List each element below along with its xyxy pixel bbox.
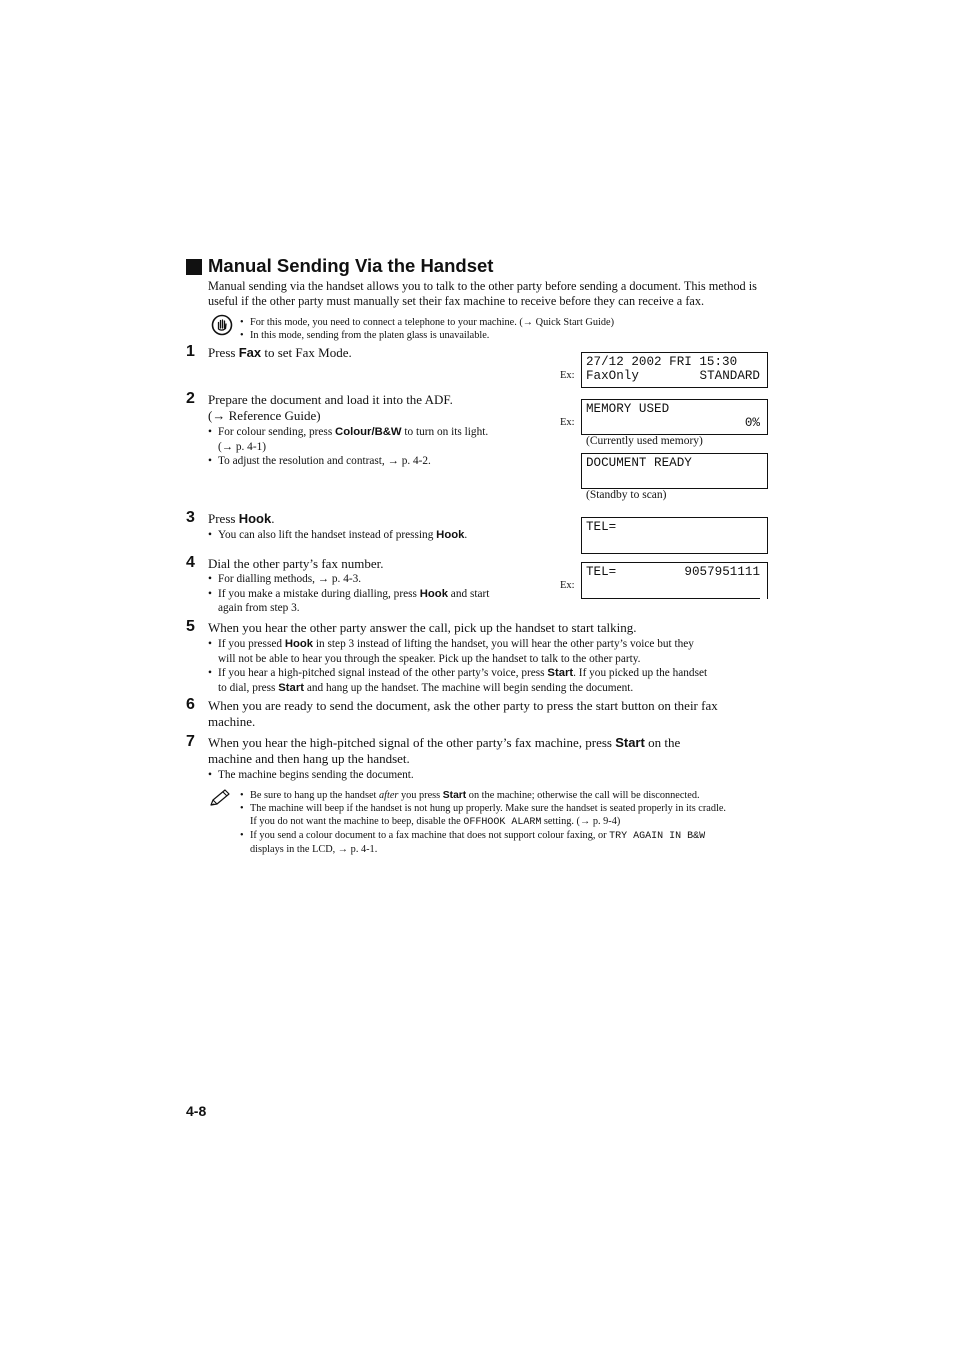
example-label: Ex: bbox=[560, 417, 575, 428]
lcd-display: DOCUMENT READY bbox=[581, 453, 768, 489]
list-item: • For dialling methods, → p. 4-3. bbox=[208, 573, 362, 585]
note-list bbox=[240, 316, 770, 342]
lcd-display: TEL= 9057951111 bbox=[581, 562, 768, 599]
key-start: Start bbox=[615, 735, 645, 750]
intro-paragraph: Manual sending via the handset allows you to talk to the other party before sending a document. This method is useful if the other party must manually set their fax machine to receive before they can receive a fax. bbox=[208, 279, 757, 308]
step-text: Prepare the document and load it into the ADF. (→ Reference Guide) bbox=[208, 392, 453, 423]
lcd-caption: (Standby to scan) bbox=[586, 489, 667, 501]
section-title: Manual Sending Via the Handset bbox=[208, 255, 494, 276]
section-marker bbox=[186, 259, 202, 275]
step-number: 1 bbox=[186, 343, 195, 360]
bullet-list bbox=[208, 768, 608, 783]
lcd-display: MEMORY USED 0% bbox=[581, 399, 768, 435]
note-item: • Be sure to hang up the handset after you press Start on the machine; otherwise the call will be disconnected. bbox=[240, 790, 700, 801]
key-hook: Hook bbox=[284, 638, 314, 650]
step-number: 3 bbox=[186, 509, 195, 526]
lcd-display: TEL= bbox=[581, 517, 768, 554]
list-item: • If you hear a high-pitched signal instead of the other party’s voice, press Start. If you picked up the handset bbox=[208, 667, 708, 679]
example-label: Ex: bbox=[560, 370, 575, 381]
key-hook: Hook bbox=[419, 587, 448, 600]
note-item: • In this mode, sending from the platen glass is unavailable. bbox=[240, 330, 490, 341]
step-number: 6 bbox=[186, 696, 195, 713]
step-text: When you hear the high-pitched signal of the other party’s fax machine, press Start on the machine and then hang up the handset. bbox=[208, 735, 681, 766]
step-text: Press Hook. bbox=[208, 511, 275, 526]
list-item: • You can also lift the handset instead of pressing Hook. bbox=[208, 529, 468, 541]
list-item: • The machine begins sending the document. bbox=[208, 769, 414, 781]
bullet-list bbox=[208, 528, 548, 543]
list-item: • To adjust the resolution and contrast, → p. 4-2. bbox=[208, 455, 431, 467]
key-fax: Fax bbox=[238, 345, 262, 360]
key-start: Start bbox=[547, 667, 574, 679]
step-text: Dial the other party’s fax number. bbox=[208, 556, 384, 571]
step-number: 4 bbox=[186, 554, 195, 571]
bullet-list: • For dialling methods, → p. 4-3. • If you make a mistake during dialling, press Hook and start again from step 3. bbox=[208, 572, 548, 616]
page-number: 4-8 bbox=[186, 1103, 207, 1119]
step-text: Press Fax to set Fax Mode. bbox=[208, 345, 352, 360]
note-item: • For this mode, you need to connect a telephone to your machine. (→ Quick Start Guide) bbox=[240, 317, 615, 328]
key-hook: Hook bbox=[436, 529, 465, 541]
list-item: • If you pressed Hook in step 3 instead of lifting the handset, you will hear the other party’s voice but they bbox=[208, 638, 694, 650]
step-text: When you are ready to send the document, ask the other party to press the start button on their fax machine. bbox=[208, 698, 718, 729]
list-item: • For colour sending, press Colour/B&W to turn on its light. bbox=[208, 426, 489, 438]
key-colour-bw: Colour/B&W bbox=[335, 426, 402, 438]
step-number: 5 bbox=[186, 618, 195, 635]
lcd-display: 27/12 2002 FRI 15:30 FaxOnly STANDARD bbox=[581, 352, 768, 388]
bullet-list: • For colour sending, press Colour/B&W to turn on its light. (→ p. 4-1) • To adjust the resolution and contrast, → p. 4-2. bbox=[208, 425, 538, 469]
lcd-bottom-border bbox=[581, 598, 760, 599]
step-number: 7 bbox=[186, 733, 195, 750]
pencil-icon bbox=[208, 788, 232, 808]
step-text: When you hear the other party answer the call, pick up the handset to start talking. bbox=[208, 620, 637, 635]
hand-icon bbox=[211, 314, 233, 336]
note-list: • Be sure to hang up the handset after you press Start on the machine; otherwise the call will be disconnected. • The machine will beep if the handset is not hung up properly. Make sure the handset is seated properly in its cradle. If you do not want the machine to beep, disable the OFFHOOK ALARM setting. (→ p. 9-4) • If you send a colour document to a fax machine that does not support colour faxing, or TRY AGAIN IN B&W displays in the LCD, → p. 4-1. bbox=[240, 789, 780, 856]
example-label: Ex: bbox=[560, 580, 575, 591]
key-hook: Hook bbox=[238, 511, 272, 526]
key-start: Start bbox=[442, 790, 467, 801]
lcd-caption: (Currently used memory) bbox=[586, 435, 703, 447]
note-item: • The machine will beep if the handset is not hung up properly. Make sure the handset is seated properly in its cradle. bbox=[240, 803, 726, 814]
note-item: • If you send a colour document to a fax machine that does not support colour faxing, or TRY AGAIN IN B&W bbox=[240, 830, 706, 842]
list-item: • If you make a mistake during dialling, press Hook and start bbox=[208, 587, 490, 600]
bullet-list: • If you pressed Hook in step 3 instead of lifting the handset, you will hear the other party’s voice but they will not be able to hear you through the speaker. Pick up the handset to talk to the other party. • If you hear a high-pitched signal instead of the other party’s voice, press Start. If you picked up the handset to dial, press Start and hang up the handset. The machine will begin sending the document. bbox=[208, 637, 778, 695]
key-start: Start bbox=[278, 681, 304, 694]
step-number: 2 bbox=[186, 390, 195, 407]
